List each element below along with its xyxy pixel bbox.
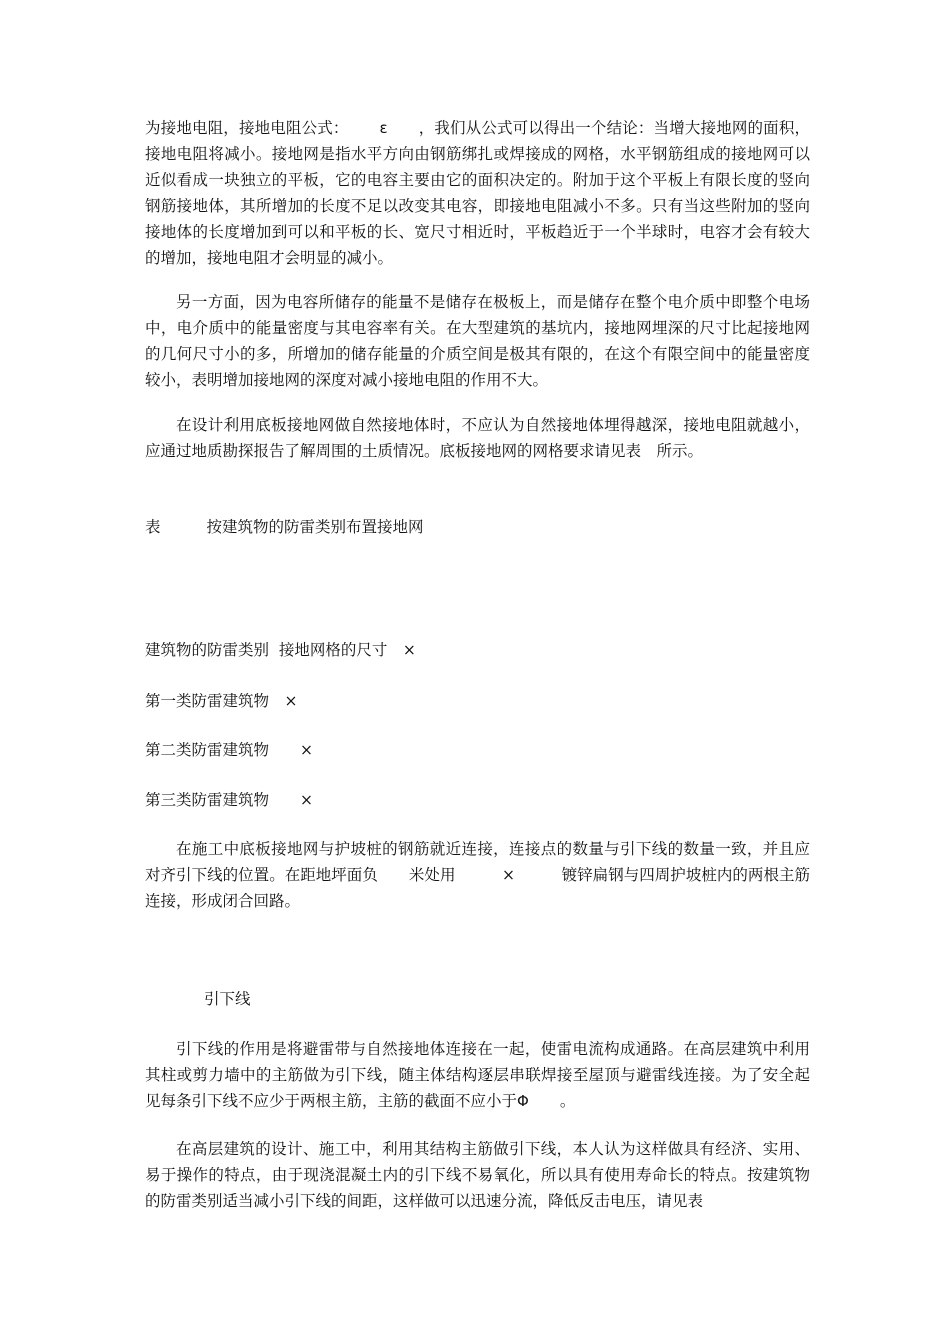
table-caption — [145, 514, 424, 540]
paragraph-capacitance-energy: 另一方面，因为电容所储存的能量不是储存在极板上，而是储存在整个电介质中即整个电场中，电介质中的能量密度与其电容率有关。在大型建筑的基坑内，接地网埋深的尺寸比起接地网的几何尺寸小的多，所增加的储存能量的介质空间是极其有限的，在这个有限空间中的能量密度较小，表明增加接地网的深度对减小接地电阻的作用不大。 — [145, 293, 810, 389]
paragraph-grounding-resistance — [145, 115, 810, 271]
table-prefix: 表 — [145, 518, 161, 536]
table-row: 第二类防雷建筑物 × — [145, 741, 313, 759]
table-header-row: 建筑物的防雷类别 接地网格的尺寸 × — [145, 641, 416, 659]
paragraph-text: 引下线的作用是将避雷带与自然接地体连接在一起，使雷电流构成通路。在高层建筑中利用其柱或剪力墙中的主筋做为引下线，随主体结构逐层串联焊接至屋顶与避雷线连接。为了安全起见每条引下线不应少于两根主筋，主筋的截面不应小于 — [145, 1040, 810, 1110]
table-row: 第一类防雷建筑物 × — [145, 692, 298, 710]
paragraph-design-construction: 在高层建筑的设计、施工中，利用其结构主筋做引下线，本人认为这样做具有经济、实用、易于操作的特点，由于现浇混凝土内的引下线不易氧化，所以具有使用寿命长的特点。按建筑物的防雷类别适当减小引下线的间距，这样做可以迅速分流，降低反击电压，请见表 — [145, 1140, 810, 1210]
paragraph-lead: 为接地电阻，接地电阻公式： — [145, 119, 349, 137]
paragraph-end: 。 — [528, 1092, 576, 1110]
phi-symbol: Φ — [517, 1092, 529, 1110]
paragraph-construction: 在施工中底板接地网与护坡桩的钢筋就近连接，连接点的数量与引下线的数量一致，并且应对齐引下线的位置。在距地坪面负 米处用 × 镀锌扁钢与四周护坡桩内的两根主筋连接，形成闭合回路。 — [145, 840, 810, 910]
table-row: 第三类防雷建筑物 × — [145, 791, 313, 809]
paragraph-down-conductor — [145, 1036, 810, 1114]
paragraph-design-note: 在设计利用底板接地网做自然接地体时，不应认为自然接地体埋得越深，接地电阻就越小，应通过地质勘探报告了解周围的土质情况。底板接地网的网格要求请见表 所示。 — [145, 416, 810, 460]
table-title: 按建筑物的防雷类别布置接地网 — [206, 518, 424, 536]
paragraph-rest: ，我们从公式可以得出一个结论：当增大接地网的面积，接地电阻将减小。接地网是指水平方向由钢筋绑扎或焊接成的网格，水平钢筋组成的接地网可以近似看成一块独立的平板，它的电容主要由它的面积决定的。附加于这个平板上有限长度的竖向钢筋接地体，其所增加的长度不足以改变其电容，即接地电阻减小不多。只有当这些附加的竖向接地体的长度增加到可以和平板的长、宽尺寸相近时，平板趋近于一个半球时，电容才会有较大的增加，接地电阻才会明显的减小。 — [145, 119, 810, 267]
formula-epsilon: ε — [379, 119, 388, 137]
section-title: 引下线 — [204, 990, 251, 1008]
